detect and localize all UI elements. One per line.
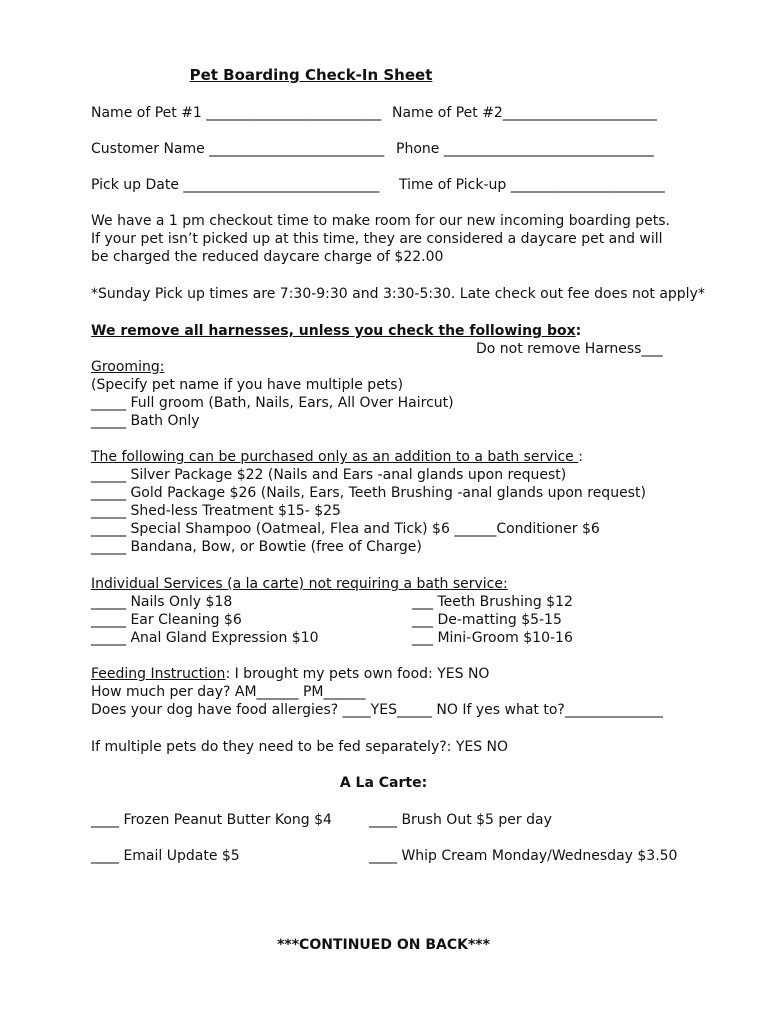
grooming-option-full-groom[interactable]: _____ Full groom (Bath, Nails, Ears, All Over Haircut) [91,395,454,411]
addons-heading [91,448,583,466]
alacarte-heading: A La Carte: [339,775,428,791]
addon-bandana[interactable]: _____ Bandana, Bow, or Bowtie (free of Charge) [91,539,422,555]
harness-heading-text: We remove all harnesses, unless you check the following box [91,323,576,339]
individual-dematting[interactable]: ___ De-matting $5-15 [412,612,562,628]
individual-anal-gland[interactable]: _____ Anal Gland Expression $10 [91,630,319,646]
feeding-line-own-food[interactable] [91,665,489,683]
feeding-amount-field[interactable]: How much per day? AM______ PM______ [91,684,366,700]
customer-name-field[interactable]: Customer Name _________________________ [91,141,385,157]
addon-special-shampoo[interactable]: _____ Special Shampoo (Oatmeal, Flea and Tick) $6 ______Conditioner $6 [91,521,600,537]
continued-on-back: ***CONTINUED ON BACK*** [277,937,490,953]
individual-services-heading: Individual Services (a la carte) not requiring a bath service: [91,576,508,592]
alacarte-kong[interactable]: ____ Frozen Peanut Butter Kong $4 [91,812,332,828]
alacarte-brush-out[interactable]: ____ Brush Out $5 per day [369,812,552,828]
addons-heading-text: The following can be purchased only as an addition to a bath service [91,449,579,465]
pickup-time-field[interactable]: Time of Pick-up ______________________ [399,177,665,193]
alacarte-whip-cream[interactable]: ____ Whip Cream Monday/Wednesday $3.50 [369,848,678,864]
phone-field[interactable]: Phone ______________________________ [396,141,654,157]
harness-heading-colon: : [575,323,582,339]
addons-heading-colon: : [578,449,583,465]
harness-heading [91,322,581,340]
pet2-field[interactable]: Name of Pet #2______________________ [392,105,657,121]
feeding-own-food-text: : I brought my pets own food: YES NO [225,666,490,682]
alacarte-email-update[interactable]: ____ Email Update $5 [91,848,240,864]
pet1-field[interactable]: Name of Pet #1 _________________________ [91,105,382,121]
form-title: Pet Boarding Check-In Sheet [189,66,433,84]
checkout-notice: We have a 1 pm checkout time to make room for our new incoming boarding pets. If your pet isn’t picked up at this time, they are considered a daycare pet and will be charged the reduced daycare charge of $22.00 [91,213,671,265]
sunday-notice: *Sunday Pick up times are 7:30-9:30 and 3:30-5:30. Late check out fee does not apply* [91,286,705,302]
grooming-heading: Grooming: [91,359,165,375]
grooming-note: (Specify pet name if you have multiple pets) [91,377,404,393]
individual-ear-cleaning[interactable]: _____ Ear Cleaning $6 [91,612,242,628]
individual-nails-only[interactable]: _____ Nails Only $18 [91,594,233,610]
feeding-heading: Feeding Instruction [91,666,226,682]
grooming-option-bath-only[interactable]: _____ Bath Only [91,413,200,429]
addon-gold-package[interactable]: _____ Gold Package $26 (Nails, Ears, Teeth Brushing -anal glands upon request) [91,485,646,501]
individual-teeth-brushing[interactable]: ___ Teeth Brushing $12 [412,594,573,610]
food-allergies-field[interactable]: Does your dog have food allergies? ____YES_____ NO If yes what to?______________ [91,702,663,718]
do-not-remove-harness-option[interactable]: Do not remove Harness___ [476,341,663,357]
fed-separately-question[interactable]: If multiple pets do they need to be fed separately?: YES NO [91,739,509,755]
addon-shedless-treatment[interactable]: _____ Shed-less Treatment $15- $25 [91,503,341,519]
pickup-date-field[interactable]: Pick up Date ____________________________ [91,177,380,193]
addon-silver-package[interactable]: _____ Silver Package $22 (Nails and Ears -anal glands upon request) [91,467,567,483]
individual-mini-groom[interactable]: ___ Mini-Groom $10-16 [412,630,573,646]
